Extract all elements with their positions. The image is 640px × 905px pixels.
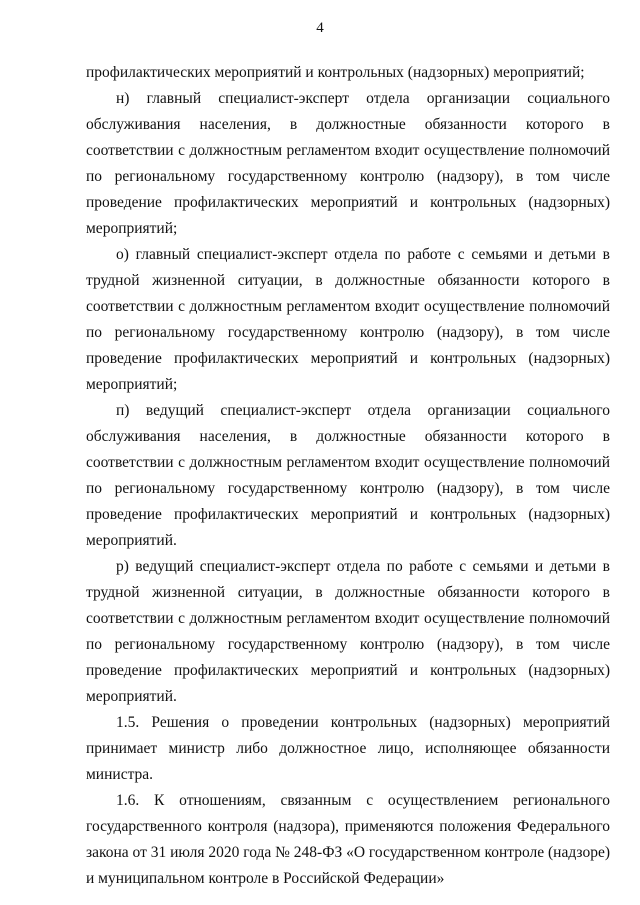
paragraph-1-6: 1.6. К отношениям, связанным с осуществлением регионального государственного контроля (надзора), применяются положения Федерального закона от 31 июля 2020 года № 248-ФЗ «О государственном контроле (надзоре) и муниципальном контроле в Российской Федерации» (86, 792, 610, 887)
page-number: 4 (316, 20, 324, 36)
paragraph-item-r: р) ведущий специалист-эксперт отдела по работе с семьями и детьми в трудной жизненной ситуации, в должностные обязанности которого в соответствии с должностным регламентом входит осуществление полномочий по региональному государственному контролю (надзору), в том числе проведение профилактических мероприятий и контрольных (надзорных) мероприятий. (86, 558, 610, 705)
paragraph-item-p: п) ведущий специалист-эксперт отдела организации социального обслуживания населения, в должностные обязанности которого в соответствии с должностным регламентом входит осуществление полномочий по региональному государственному контролю (надзору), в том числе проведение профилактических мероприятий и контрольных (надзорных) мероприятий. (86, 402, 610, 549)
document-body (86, 60, 610, 892)
paragraph-item-o: о) главный специалист-эксперт отдела по работе с семьями и детьми в трудной жизненной ситуации, в должностные обязанности которого в соответствии с должностным регламентом входит осуществление полномочий по региональному государственному контролю (надзору), в том числе проведение профилактических мероприятий и контрольных (надзорных) мероприятий; (86, 246, 610, 393)
paragraph-1-5: 1.5. Решения о проведении контрольных (надзорных) мероприятий принимает министр либо должностное лицо, исполняющее обязанности министра. (86, 714, 610, 783)
paragraph-continuation: профилактических мероприятий и контрольных (надзорных) мероприятий; (86, 64, 585, 81)
paragraph-item-n: н) главный специалист-эксперт отдела организации социального обслуживания населения, в должностные обязанности которого в соответствии с должностным регламентом входит осуществление полномочий по региональному государственному контролю (надзору), в том числе проведение профилактических мероприятий и контрольных (надзорных) мероприятий; (86, 90, 610, 237)
